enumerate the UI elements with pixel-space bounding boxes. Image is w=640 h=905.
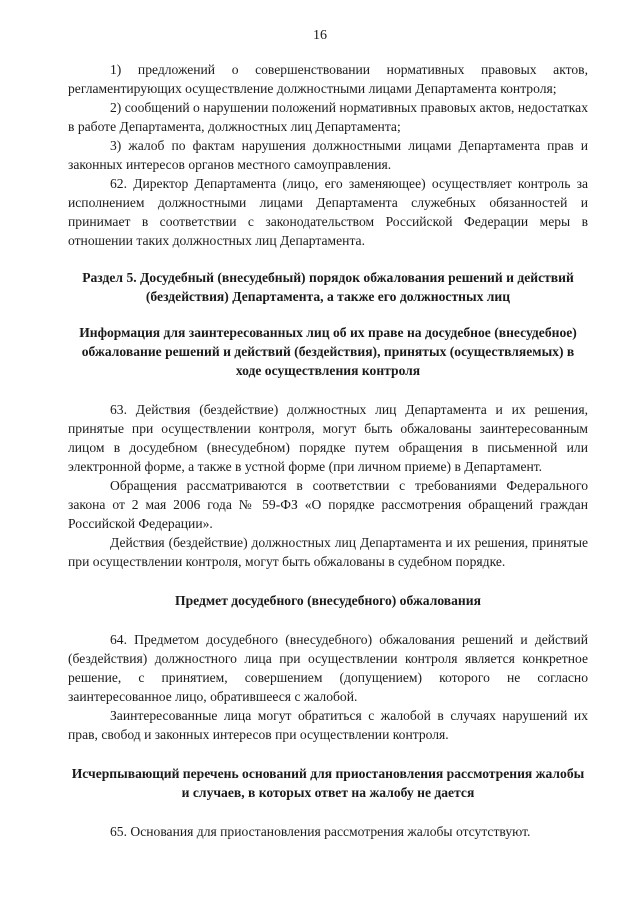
- subsection-heading: Исчерпывающий перечень оснований для приостановления рассмотрения жалобы и случаев, в которых ответ на жалобу не дается: [71, 766, 585, 800]
- paragraph-65: 65. Основания для приостановления рассмотрения жалобы отсутствуют.: [110, 824, 531, 839]
- paragraph: Заинтересованные лица могут обратиться с жалобой в случаях нарушений их прав, свобод и законных интересов при осуществлении контроля.: [68, 708, 588, 742]
- paragraph: Обращения рассматриваются в соответствии с требованиями Федерального закона от 2 мая 2006 года № 59-ФЗ «О порядке рассмотрения обращений граждан Российской Федерации».: [68, 478, 588, 531]
- paragraph: Действия (бездействие) должностных лиц Департамента и их решения, принятые при осуществлении контроля, могут быть обжалованы в судебном порядке.: [68, 535, 588, 569]
- page-number: 16: [313, 28, 327, 43]
- list-item: 1) предложений о совершенствовании нормативных правовых актов, регламентирующих осуществление должностными лицами Департамента контроля;: [68, 62, 588, 96]
- paragraph-62: 62. Директор Департамента (лицо, его заменяющее) осуществляет контроль за исполнением должностными лицами Департамента служебных обязанностей и принимает в соответствии с законодательством Российской Федерации меры в отношении таких должностных лиц Департамента.: [68, 176, 588, 248]
- list-item: 2) сообщений о нарушении положений нормативных правовых актов, недостатках в работе Департамента, должностных лиц Департамента;: [68, 100, 588, 134]
- subsection-heading: Предмет досудебного (внесудебного) обжалования: [175, 593, 481, 608]
- list-item: 3) жалоб по фактам нарушения должностными лицами Департамента прав и законных интересов органов местного самоуправления.: [68, 138, 588, 172]
- section-heading: Раздел 5. Досудебный (внесудебный) порядок обжалования решений и действий (бездействия) Департамента, а также его должностных лиц: [82, 270, 574, 304]
- paragraph-64: 64. Предметом досудебного (внесудебного) обжалования решений и действий (бездействия) должностного лица при осуществлении контроля является конкретное решение, с принятием, совершением (допущением) которого не согласно заинтересованное лицо, обратившееся с жалобой.: [68, 632, 588, 704]
- page-content: [68, 60, 588, 841]
- subsection-heading: Информация для заинтересованных лиц об их праве на досудебное (внесудебное) обжалование решений и действий (бездействия), принятых (осуществляемых) в ходе осуществления контроля: [79, 325, 577, 378]
- paragraph-63: 63. Действия (бездействие) должностных лиц Департамента и их решения, принятые при осуществлении контроля, могут быть обжалованы заинтересованным лицом в досудебном (внесудебном) порядке путем обращения в письменной или электронной форме, а также в устной форме (при личном приеме) в Департамент.: [68, 402, 588, 474]
